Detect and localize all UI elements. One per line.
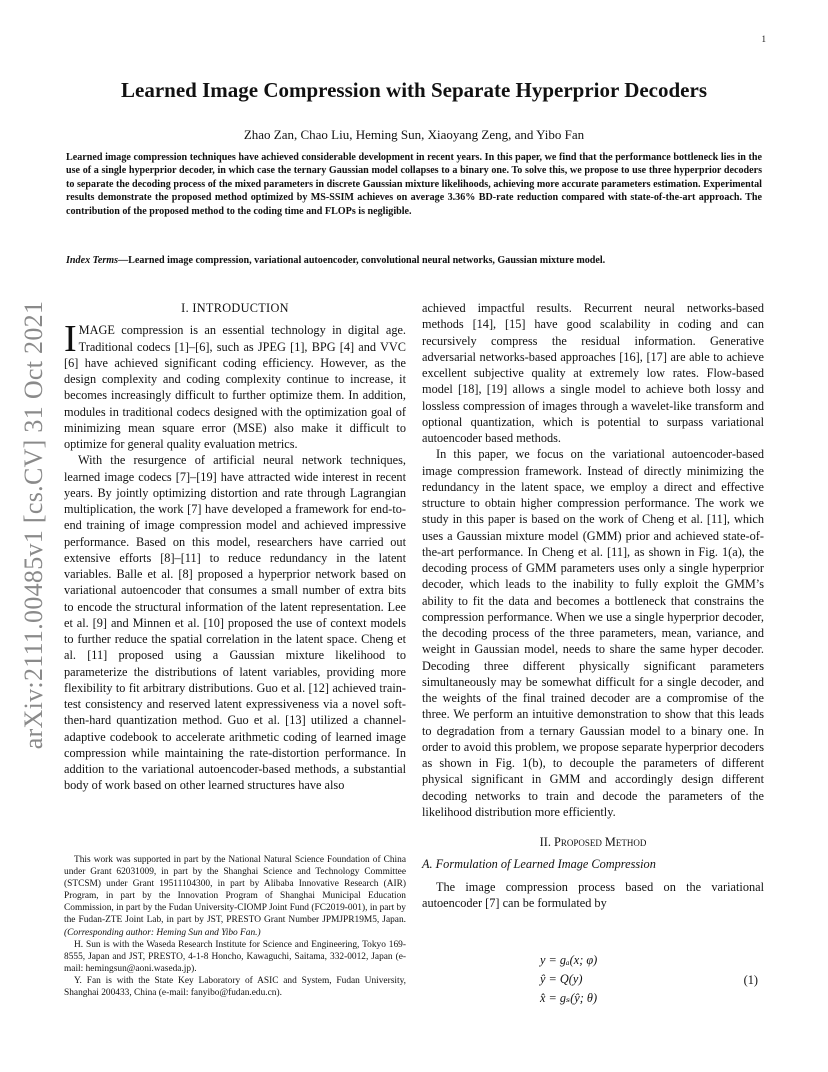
intro-paragraph-2: With the resurgence of artificial neural network techniques, learned image codecs [7]–[19] have attracted wide interest in recent years. By jointly optimizing distortion and rate through Lagrangian multiplication, the work [7] have developed a framework for end-to-end training of image compression model and achieved impressive performance. Based on this model, researchers have carried out extensive efforts [8]–[11] to reduce redundancy in the latent variables. Balle et al. [8] proposed a hyperprior network based on variational autoencoder that consumes a small number of extra bits to encode the structural information of the latent representation. Lee et al. [9] and Minnen et al. [10] proposed the use of context models to further reduce the spatial correlation in the latent space. Cheng et al. [11] proposed using a Gaussian mixture likelihood to parameterize the distributions of latent variables, providing more flexibility to fit arbitrary distributions. Guo et al. [12] achieved train-test consistency and reserved latent expressiveness via a novel soft-then-hard quantization method. Guo et al. [13] utilized a channel-adaptive codebook to accelerate arithmetic coding of learned image compression while maintaining the rate-distortion performance. In addition to the variational autoencoder-based methods, a substantial body of work based on other learned structures have also [64,453,406,793]
footnote-funding-text: This work was supported in part by the National Natural Science Foundation of China under Grant 62031009, in part by the Shanghai Science and Technology Committee (STCSM) under Grant 19511104300, in part by Alibaba Innovative Research (AIR) Program, in part by the Innovation Program of Shanghai Municipal Education Commission, in part by the Fudan University-CIOMP Joint Fund (FC2019-001), in part by the Fudan-ZTE Joint Lab, in part by JST, PRESTO Grant Number JPMJPR19M5, Japan. [64,855,406,926]
drop-cap: I [64,318,77,361]
footnote-affiliation-sun: H. Sun is with the Waseda Research Institute for Science and Engineering, Tokyo 169-8555, Japan and JST, PRESTO, 4-1-8 Honcho, Kawaguchi, Saitama, 332-0012, Japan (e-mail: hemingsun@aoni.waseda.jp). [64,939,406,974]
equation-number: (1) [743,973,758,987]
right-column [422,300,764,911]
arxiv-side-identifier [14,290,54,760]
index-terms [66,254,762,267]
subsection-heading-formulation: A. Formulation of Learned Image Compression [422,857,656,872]
equation-block [422,953,764,1010]
left-column [64,300,406,794]
footnote-funding [64,854,406,939]
page-number: 1 [761,34,766,44]
right-paragraph-3: The image compression process based on the variational autoencoder [7] can be formulated by [422,879,764,910]
section-heading-introduction: I. INTRODUCTION [181,301,289,315]
abstract: Learned image compression techniques have achieved considerable development in recent years. In this paper, we find that the performance bottleneck lies in the use of a single hyperprior decoder, in which case the ternary Gaussian model collapses to a binary one. To solve this, we propose to use three hyperprior decoders to separate the decoding process of the mixed parameters in discrete Gaussian mixture likelihoods, achieving more accurate parameters estimation. Experimental results demonstrate the proposed method optimized by MS-SSIM achieves on average 3.36% BD-rate reduction compared with state-of-the-art approach. The contribution of the proposed method to the coding time and FLOPs is negligible. [66,152,762,217]
footnotes [64,854,406,999]
author-list: Zhao Zan, Chao Liu, Heming Sun, Xiaoyang Zeng, and Yibo Fan [243,127,585,142]
equation-line: ŷ = Q(y) [540,972,583,986]
intro-paragraph-1 [64,318,406,452]
section-heading-proposed-method: II. Proposed Method [539,835,647,849]
right-paragraph-2: In this paper, we focus on the variational autoencoder-based image compression framework. Instead of directly minimizing the redundancy in the latent space, we employ a direct and effective structure to obtain higher compression performance. The work we study in this paper is based on the work of Cheng et al. [11], which uses a Gaussian mixture model (GMM) prior and achieved state-of-the-art performance. In Cheng et al. [11], as shown in Fig. 1(a), the decoding process of GMM parameters uses only a single hyperprior decoder, which leads to the inability to fully exploit the GMM’s ability to fit the data and becomes a bottleneck that constrains the compression performance. When we use a single hyperprior decoder, the decoding process of the three parameters, mean, variance, and weight in Gaussian model, needs to share the same hyper decoder. Decoding three different physically significant parameters simultaneously may be somewhat difficult for a single decoder, and the weights of the final trained decoder are a compromise of the three. We perform an intuitive demonstration to show that this leads to degradation from a ternary Gaussian model to a binary one. In order to avoid this problem, we propose separate hyperprior decoders as shown in Fig. 1(b), to decouple the parameters of different physical significant in GMM and accordingly design different decoding networks to train and decode the parameters of the likelihood distribution more efficiently. [422,447,764,819]
equation-line: x̂ = gₛ(ŷ; θ) [540,991,598,1005]
paper-title: Learned Image Compression with Separate Hyperprior Decoders [121,78,707,102]
equation-line: y = gₐ(x; φ) [540,953,598,967]
footnote-affiliation-fan: Y. Fan is with the State Key Laboratory of ASIC and System, Fudan University, Shanghai 200433, China (e-mail: fanyibo@fudan.edu.cn). [64,975,406,999]
right-paragraph-1: achieved impactful results. Recurrent neural networks-based methods [14], [15] have good scalability in coding and can recursively compress the residual information. Generative adversarial networks-based approaches [16], [17] are able to achieve excellent subjective quality at extremely low rates. Flow-based model [18], [19] allows a single model to achieve both lossy and lossless compression of images through a wavelet-like transform and optional quantization, which is potential to surpass variational autoencoder based methods. [422,301,764,445]
index-terms-label: Index Terms [66,255,119,266]
footnote-corresponding-author: (Corresponding author: Heming Sun and Yibo Fan.) [64,927,261,938]
arxiv-id-text: arXiv:2111.00485v1 [cs.CV] 31 Oct 2021 [19,300,48,750]
intro-paragraph-1-text: MAGE compression is an essential technology in digital age. Traditional codecs [1]–[6], such as JPEG [1], BPG [4] and VVC [6] have achieved significant coding efficiency. However, as the design complexity and coding complexity continue to increase, it becomes increasingly difficult to further optimize them. In addition, modules in traditional codecs designed with the optimization goal of minimizing mean square error (MSE) also make it difficult to optimize for general quality evaluation metrics. [64,323,406,451]
index-terms-text: —Learned image compression, variational autoencoder, convolutional neural networks, Gaussian mixture model. [118,255,606,266]
